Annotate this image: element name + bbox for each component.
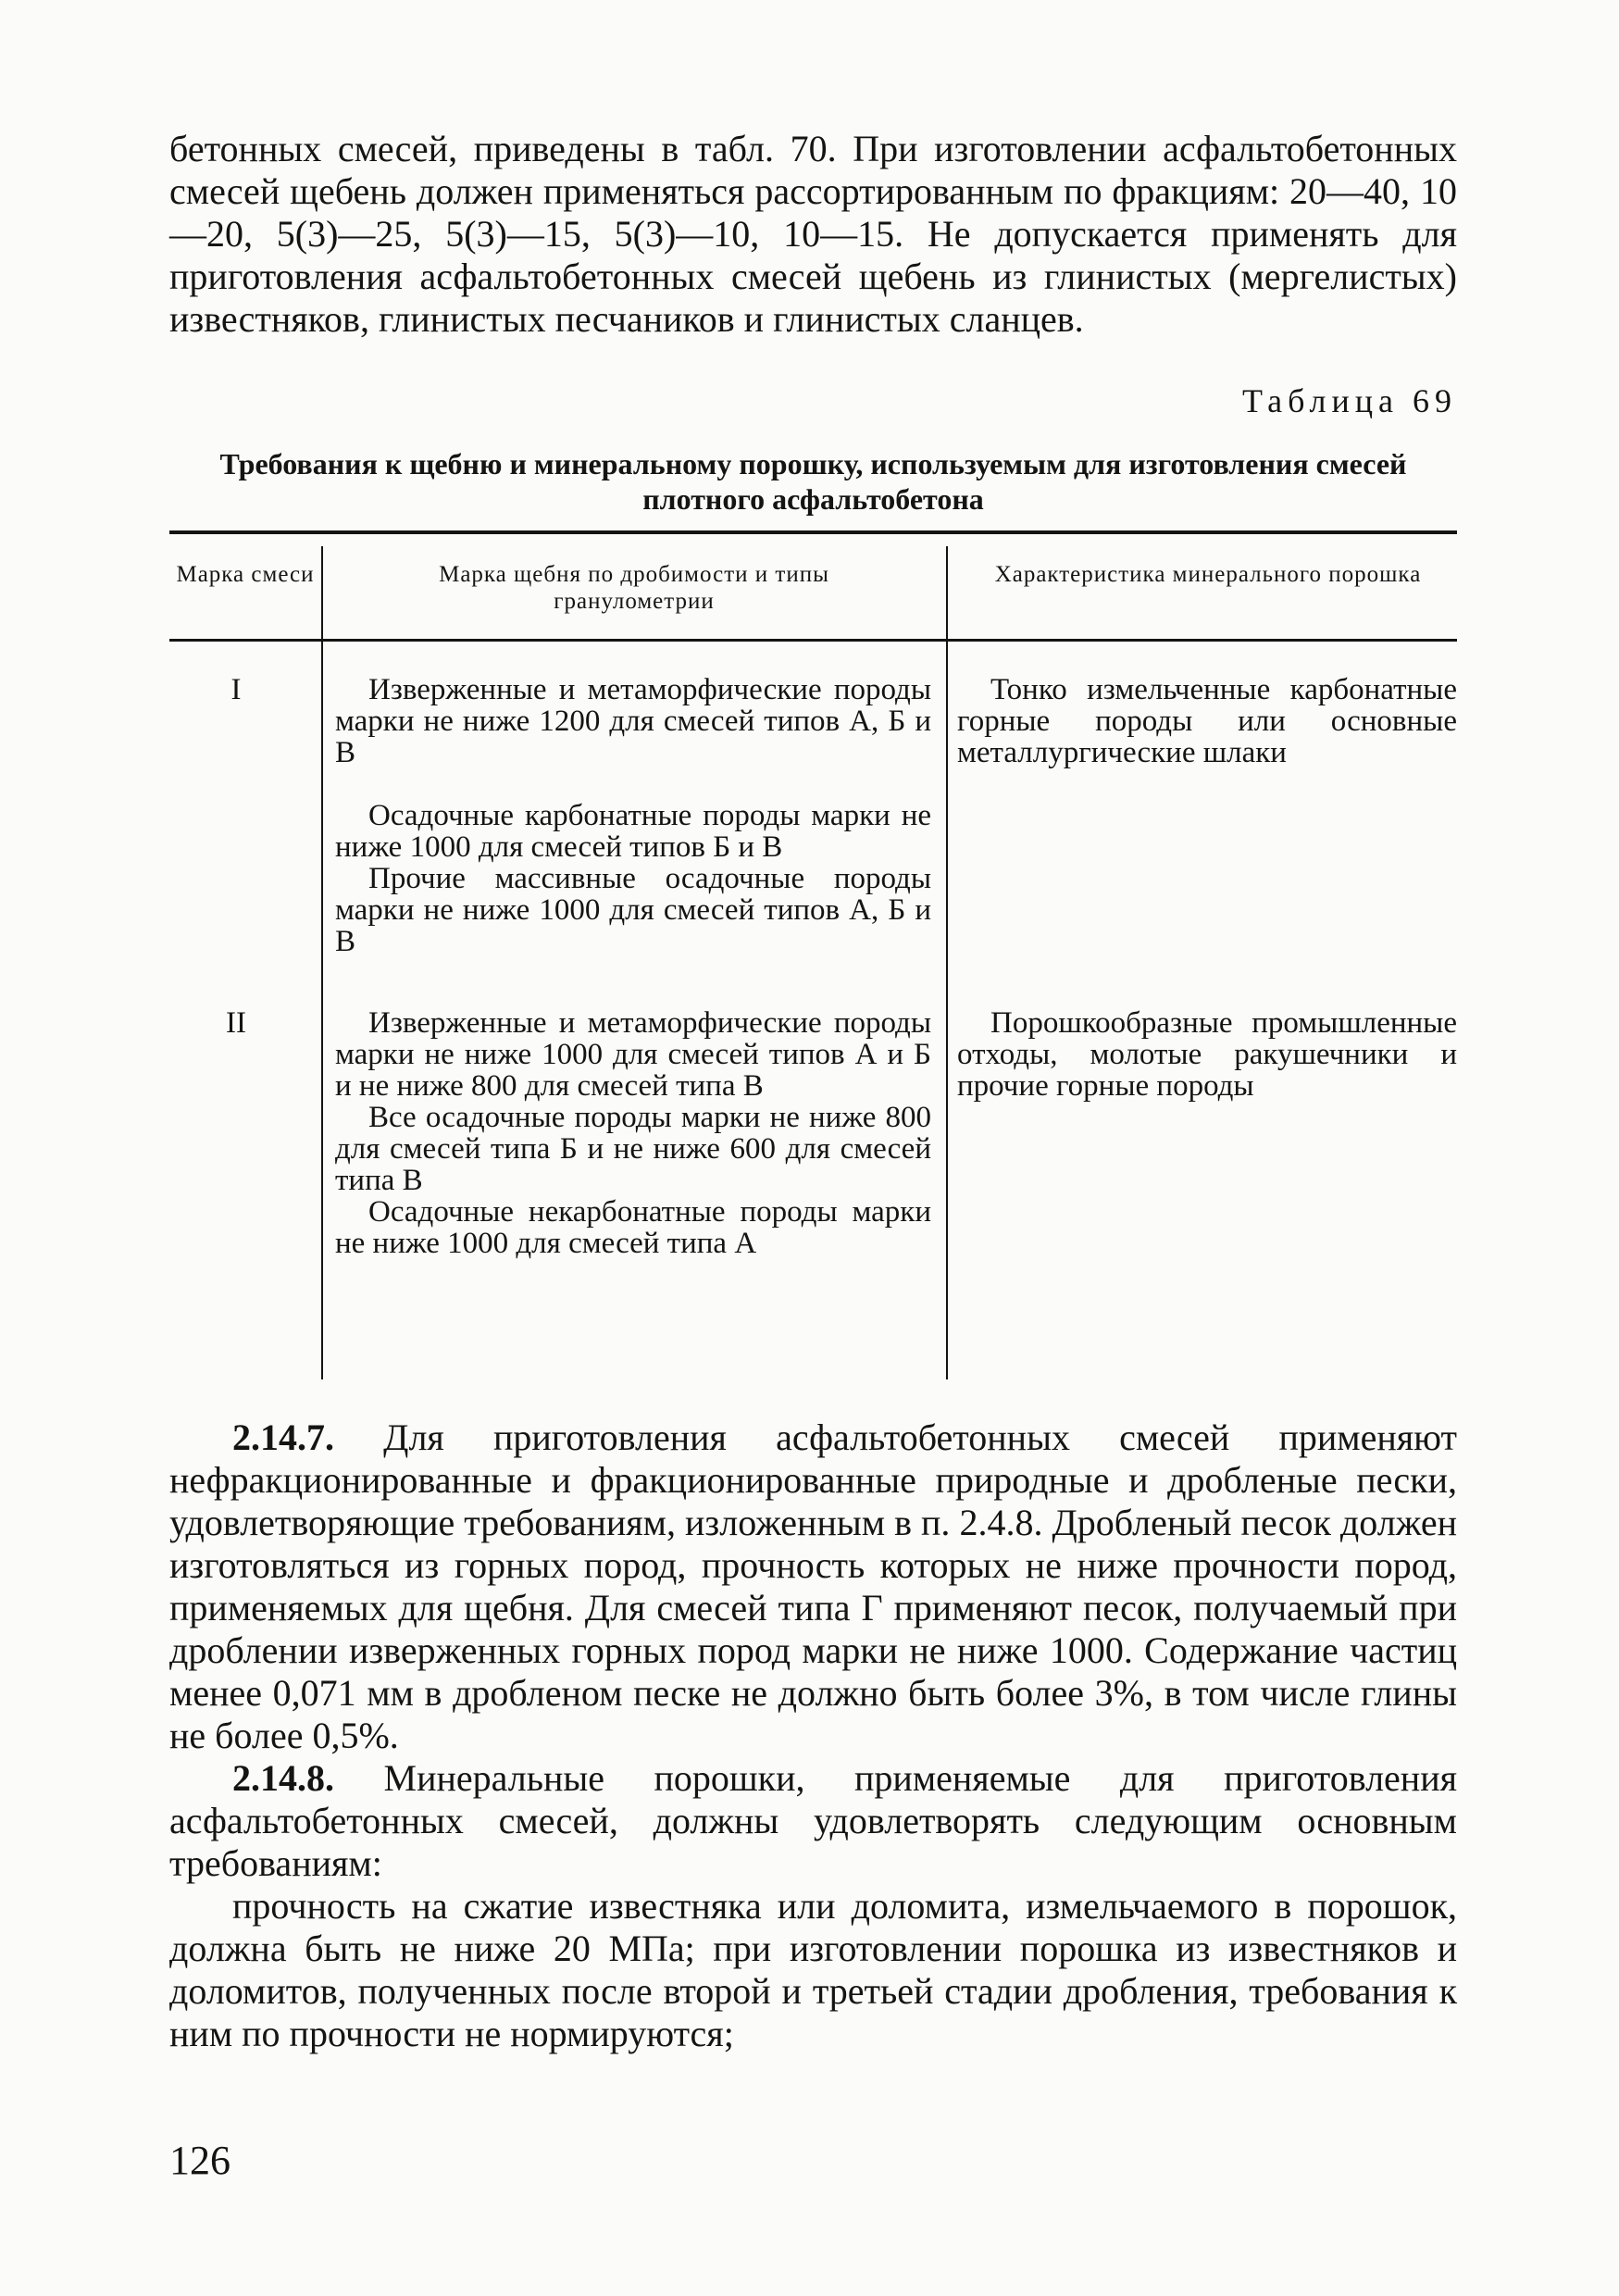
mineral-powder-text: Порошкообразные промышленные отходы, молотые ракушечники и прочие горные породы xyxy=(957,1006,1457,1103)
header-mark: Марка смеси xyxy=(176,562,315,587)
row-mark: II xyxy=(226,1006,246,1040)
row-mineral-powder-cell xyxy=(957,674,1457,768)
header-mineral-powder: Характеристика минерального порошка xyxy=(994,562,1422,587)
row-mineral-powder-cell xyxy=(957,1007,1457,1102)
section-number: 2.14.8. xyxy=(232,1757,334,1799)
row-crushed-stone-cell xyxy=(335,674,931,957)
table-caption: Требования к щебню и минеральному порошку, используемым для изготовления смесей плотного асфальтобетона xyxy=(219,447,1407,516)
header-crushed-stone: Марка щебня по дробимости и типы гранулометрии xyxy=(439,562,829,614)
section-2-14-8-paragraph xyxy=(169,1757,1457,1885)
requirement-paragraph: прочность на сжатие известняка или доломита, измельчаемого в порошок, должна быть не ниже 20 МПа; при изготовлении порошка из известняков и доломитов, полученных после второй и третьей стадии дробления, требования к ним по прочности не нормируются; xyxy=(169,1885,1457,2054)
section-number: 2.14.7. xyxy=(232,1416,334,1458)
column-divider-2 xyxy=(946,546,948,1379)
mineral-powder-text: Тонко измельченные карбонатные горные породы или основные металлургические шлаки xyxy=(957,673,1457,769)
crushed-stone-item: Изверженные и метаморфические породы марки не ниже 1000 для смесей типов А и Б и не ниже 800 для смесей типа В xyxy=(335,1006,931,1103)
section-text: Для приготовления асфальтобетонных смесей применяют нефракционированные и фракционированные природные и дробленые пески, удовлетворяющие требованиям, изложенным в п. 2.4.8. Дробленый песок должен изготовляться из горных пород, прочность которых не ниже прочности пород, применяемых для щебня. Для смесей типа Г применяют песок, получаемый при дроблении изверженных горных пород марки не ниже 1000. Содержание частиц менее 0,071 мм в дробленом песке не должно быть более 3%, в том числе глины не более 0,5%. xyxy=(169,1416,1458,1756)
table-label: Таблица 69 xyxy=(1242,382,1457,419)
crushed-stone-item: Прочие массивные осадочные породы марки не ниже 1000 для смесей типов А, Б и В xyxy=(335,862,931,958)
section-text: Минеральные порошки, применяемые для приготовления асфальтобетонных смесей, должны удовлетворять следующим основным требованиям: xyxy=(169,1757,1458,1884)
table-header-rule xyxy=(169,639,1457,642)
crushed-stone-item: Все осадочные породы марки не ниже 800 для смесей типа Б и не ниже 600 для смесей типа В xyxy=(335,1101,931,1197)
crushed-stone-item: Осадочные некарбонатные породы марки не ниже 1000 для смесей типа А xyxy=(335,1195,931,1260)
table-top-rule xyxy=(169,530,1457,534)
crushed-stone-item: Изверженные и метаморфические породы марки не ниже 1200 для смесей типов А, Б и В xyxy=(335,673,931,769)
page-number: 126 xyxy=(169,2138,230,2183)
row-crushed-stone-cell xyxy=(335,1007,931,1259)
row-mark: I xyxy=(230,673,242,706)
column-divider-1 xyxy=(321,546,323,1379)
crushed-stone-item: Осадочные карбонатные породы марки не ниже 1000 для смесей типов Б и В xyxy=(335,799,931,864)
intro-paragraph: бетонных смесей, приведены в табл. 70. При изготовлении асфальтобетонных смесей щебень должен применяться рассортированным по фракциям: 20—40, 10—20, 5(3)—25, 5(3)—15, 5(3)—10, 10—15. Не допускается применять для приготовления асфальтобетонных смесей щебень из глинистых (мергелистых) известняков, глинистых песчаников и глинистых сланцев. xyxy=(169,128,1457,340)
section-2-14-7-paragraph xyxy=(169,1416,1457,1757)
